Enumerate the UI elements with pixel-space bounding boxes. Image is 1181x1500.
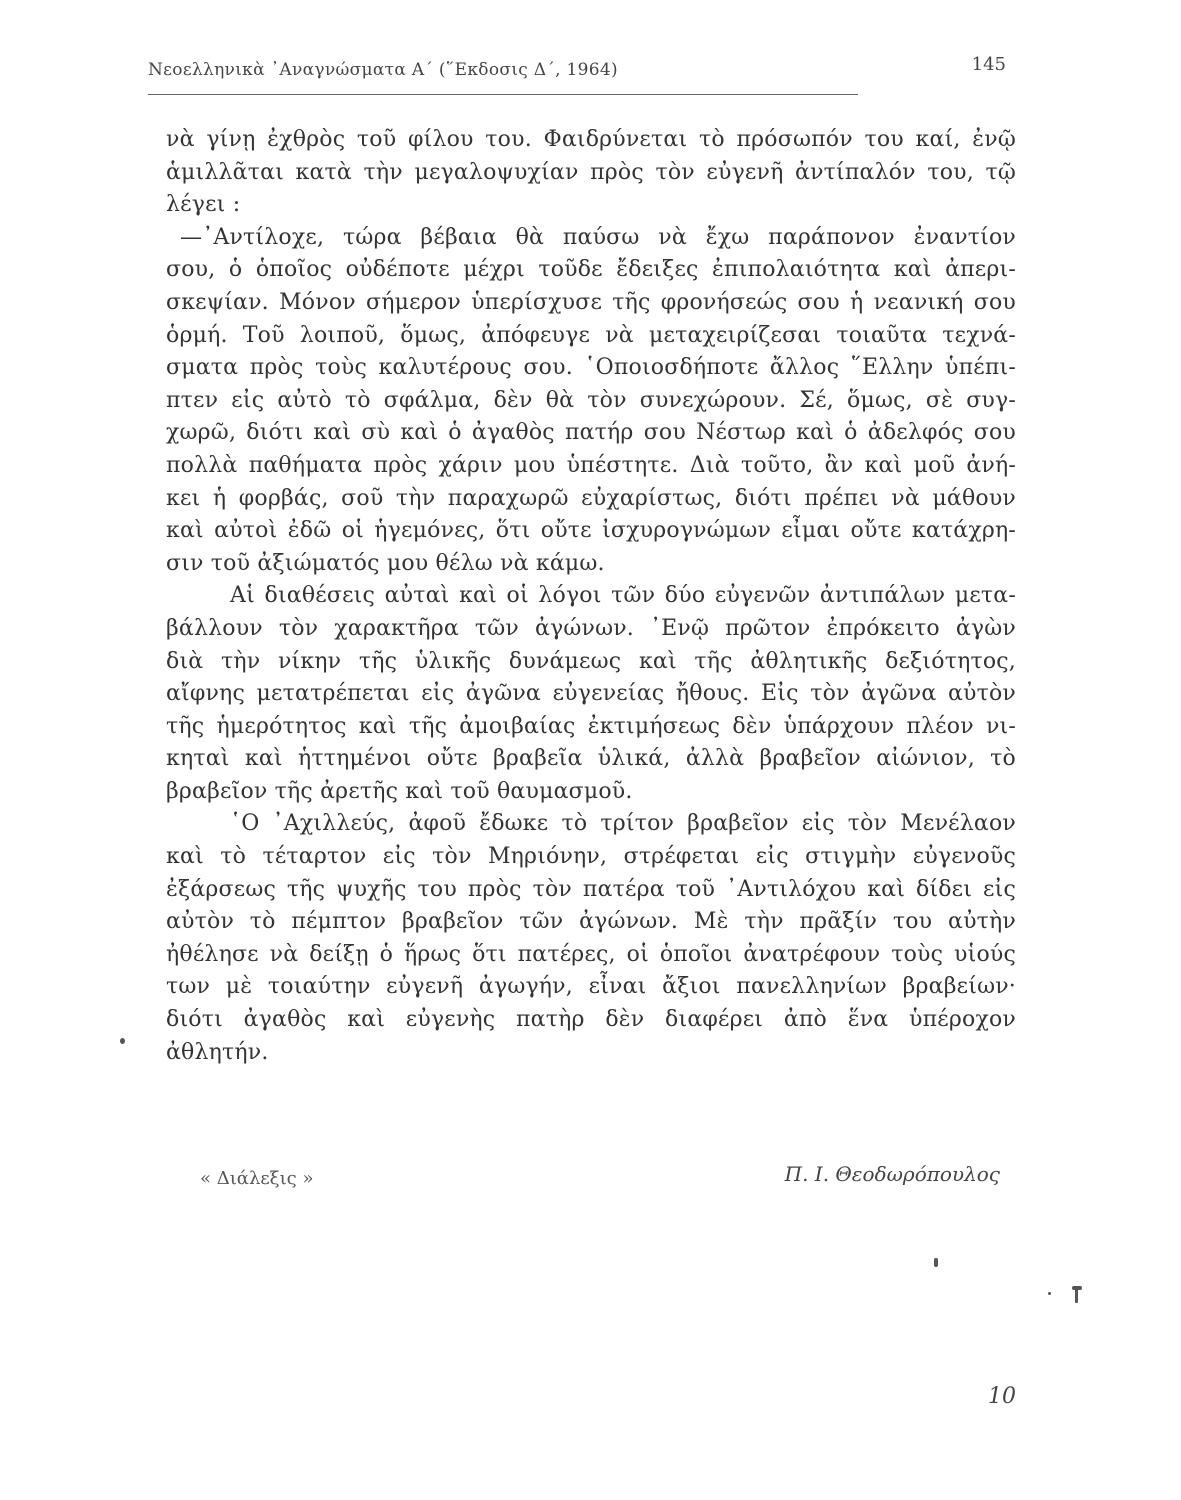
- body-line: τῆς ἡμερότητος καὶ τῆς ἀμοιβαίας ἐκτιμήσεως δὲν ὑπάρχουν πλέον νι-: [166, 713, 1016, 739]
- body-line: ἠθέλησε νὰ δείξῃ ὁ ἥρως ὅτι πατέρες, οἱ ὁποῖοι ἀνατρέφουν τοὺς υἱούς: [166, 941, 1016, 967]
- body-line: σου, ὁ ὁποῖος οὐδέποτε μέχρι τοῦδε ἔδειξες ἐπιπολαιότητα καὶ ἀπερι-: [166, 257, 1016, 283]
- author-signature: Π. Ι. Θεοδωρόπουλος: [784, 1162, 1000, 1186]
- signature-row: [200, 1162, 1000, 1192]
- body-line: αὐτὸν τὸ πέμπτον βραβεῖον τῶν ἀγώνων. Μὲ τὴν πρᾶξίν του αὐτὴν: [166, 909, 1016, 935]
- source-citation: « Διάλεξις »: [200, 1168, 314, 1189]
- ink-speck: [120, 1038, 125, 1044]
- body-line: νὰ γίνῃ ἐχθρὸς τοῦ φίλου του. Φαιδρύνεται τὸ πρόσωπόν του καί, ἐνῷ: [166, 127, 1016, 152]
- body-line: κηταὶ καὶ ἡττημένοι οὔτε βραβεῖα ὑλικά, ἀλλὰ βραβεῖον αἰώνιον, τὸ: [166, 746, 1016, 772]
- body-line: ἐξάρσεως τῆς ψυχῆς του πρὸς τὸν πατέρα τοῦ ᾿Αντιλόχου καὶ δίδει εἰς: [166, 876, 1016, 902]
- body-line: ἁμιλλᾶται κατὰ τὴν μεγαλοψυχίαν πρὸς τὸν εὐγενῆ ἀντίπαλόν του, τῷ: [166, 159, 1016, 185]
- running-title: Νεοελληνικὰ ᾿Αναγνώσματα Α΄ (῞Εκδοσις Δ΄, 1964): [148, 60, 618, 80]
- body-line: λέγει :: [166, 192, 241, 218]
- ink-speck: [1075, 1289, 1078, 1303]
- ink-speck: [934, 1258, 938, 1267]
- body-line: καὶ τὸ τέταρτον εἰς τὸν Μηριόνην, στρέφεται εἰς στιγμὴν εὐγενοῦς: [166, 844, 1016, 870]
- body-line: βάλλουν τὸν χαρακτῆρα τῶν ἀγώνων. ᾿Ενῷ πρῶτον ἐπρόκειτο ἀγὼν: [166, 615, 1016, 641]
- body-line: χωρῶ, διότι καὶ σὺ καὶ ὁ ἀγαθὸς πατήρ σου Νέστωρ καὶ ὁ ἀδελφός σου: [166, 420, 1016, 446]
- body-line: Αἱ διαθέσεις αὐταὶ καὶ οἱ λόγοι τῶν δύο εὐγενῶν ἀντιπάλων μετα-: [230, 583, 1016, 609]
- body-line: ἀθλητήν.: [166, 1039, 269, 1065]
- body-line: ῾Ο ᾿Αχιλλεύς, ἀφοῦ ἔδωκε τὸ τρίτον βραβεῖον εἰς τὸν Μενέλαον: [230, 811, 1016, 837]
- body-line: σματα πρὸς τοὺς καλυτέρους σου. ῾Οποιοσδήποτε ἄλλος ῞Ελλην ὑπέπι-: [166, 355, 1016, 381]
- body-line: —᾿Αντίλοχε, τώρα βέβαια θὰ παύσω νὰ ἔχω παράπονον ἐναντίον: [180, 224, 1016, 250]
- body-line: ὁρμή. Τοῦ λοιποῦ, ὅμως, ἀπόφευγε νὰ μεταχειρίζεσαι τοιαῦτα τεχνά-: [166, 322, 1016, 348]
- body-line: διότι ἀγαθὸς καὶ εὐγενὴς πατὴρ δὲν διαφέρει ἀπὸ ἕνα ὑπέροχον: [166, 1007, 1016, 1033]
- body-line: βραβεῖον τῆς ἀρετῆς καὶ τοῦ θαυμασμοῦ.: [166, 778, 633, 804]
- running-header: [148, 52, 1010, 92]
- folio-number: 10: [988, 1384, 1016, 1409]
- body-line: καὶ αὐτοὶ ἐδῶ οἱ ἡγεμόνες, ὅτι οὔτε ἰσχυρογνώμων εἶμαι οὔτε κατάχρη-: [166, 518, 1016, 544]
- ink-speck: [1048, 1292, 1051, 1295]
- body-line: διὰ τὴν νίκην τῆς ὑλικῆς δυνάμεως καὶ τῆς ἀθλητικῆς δεξιότητος,: [166, 648, 1016, 674]
- body-line: σιν τοῦ ἀξιώματός μου θέλω νὰ κάμω.: [166, 550, 605, 576]
- body-text: [166, 124, 1016, 1069]
- header-rule: [148, 94, 858, 95]
- body-line: αἴφνης μετατρέπεται εἰς ἀγῶνα εὐγενείας ἤθους. Εἰς τὸν ἀγῶνα αὐτὸν: [166, 681, 1016, 707]
- body-line: πτεν εἰς αὐτὸ τὸ σφάλμα, δὲν θὰ τὸν συνεχώρουν. Σέ, ὅμως, σὲ συγ-: [166, 387, 1016, 413]
- body-line: κει ἡ φορβάς, σοῦ τὴν παραχωρῶ εὐχαρίστως, διότι πρέπει νὰ μάθουν: [166, 485, 1016, 511]
- page-number: 145: [971, 54, 1006, 75]
- body-line: σκεψίαν. Μόνον σήμερον ὑπερίσχυσε τῆς φρονήσεώς σου ἡ νεανική σου: [166, 289, 1016, 315]
- body-line: των μὲ τοιαύτην εὐγενῆ ἀγωγήν, εἶναι ἄξιοι πανελληνίων βραβείων·: [166, 974, 1016, 1000]
- body-line: πολλὰ παθήματα πρὸς χάριν μου ὑπέστητε. Διὰ τοῦτο, ἂν καὶ μοῦ ἀνή-: [166, 452, 1016, 478]
